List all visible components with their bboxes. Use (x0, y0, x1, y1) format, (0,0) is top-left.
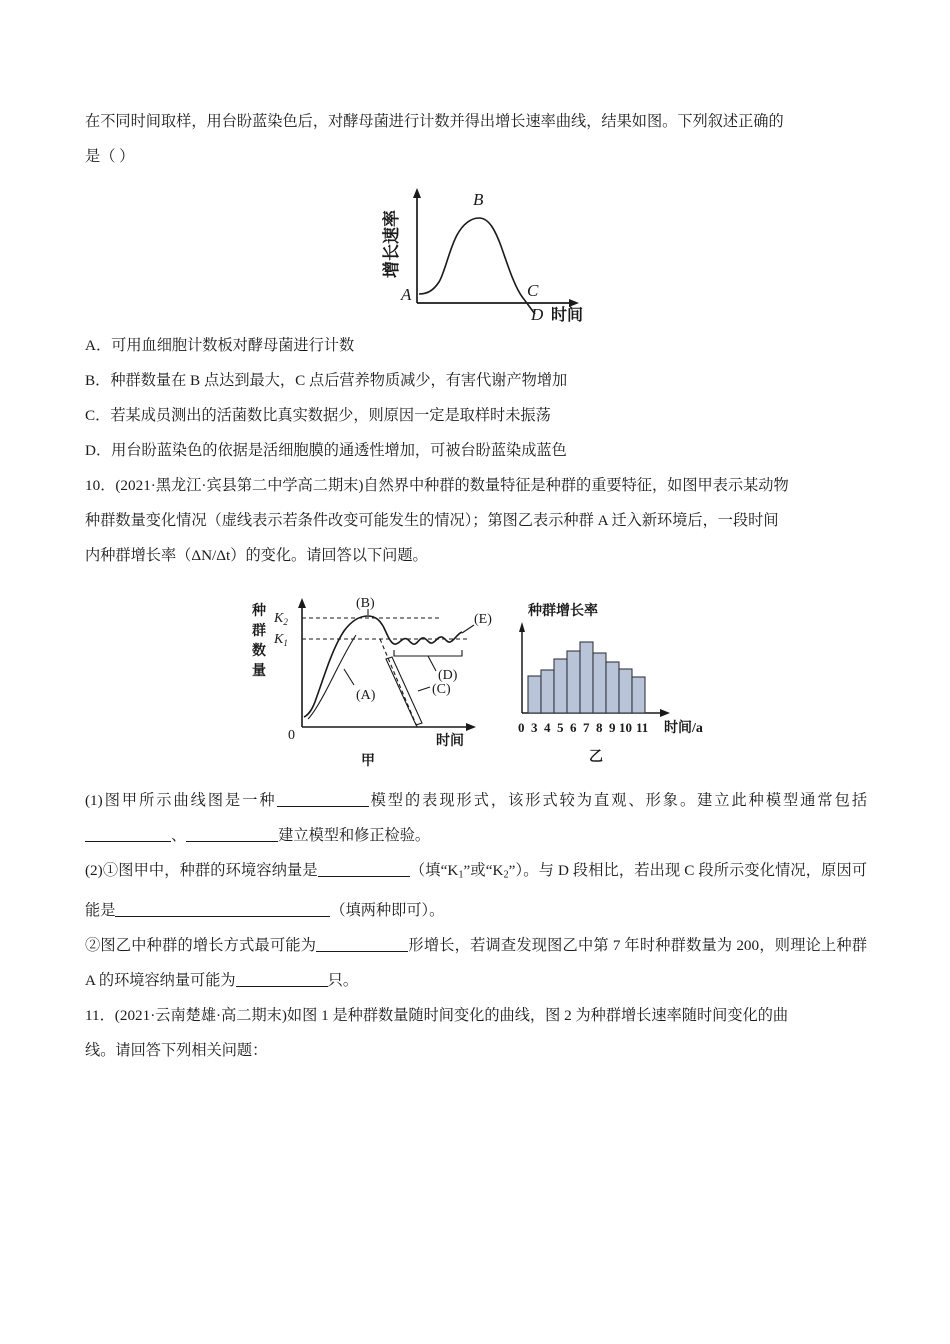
figure-growth-rate (85, 178, 867, 328)
yi-xtick-10: 10 (619, 720, 632, 735)
jia-label-e: (E) (474, 612, 492, 627)
yi-xtick-6: 6 (570, 720, 577, 735)
jia-leader-d (428, 656, 436, 671)
q10-sub3-blank-2[interactable] (236, 986, 328, 987)
jia-xlabel: 时间 (436, 734, 464, 749)
yi-bar-9 (632, 677, 645, 713)
q10-sub1-text-c: 括 (851, 792, 867, 809)
q10-sub3-blank-1[interactable] (316, 951, 408, 952)
q10-sub2-text-b: （填“K (409, 862, 459, 879)
q10-stem-line2: 种群数量变化情况（虚线表示若条件改变可能发生的情况）；第图乙表示种群 A 迁入新环境后，一段时间 (85, 512, 779, 529)
q10-sub1-blank-1[interactable] (277, 806, 369, 807)
yi-bar-3 (554, 659, 567, 713)
yi-xtick-11: 11 (636, 720, 649, 735)
figure-jia-svg (240, 587, 500, 772)
q10-sub2-text-b2: ”或“K (463, 862, 504, 879)
q10-sub1-text-d: 、 (171, 827, 187, 844)
growth-rate-label-C: C (527, 281, 539, 300)
jia-label-d: (D) (438, 668, 458, 683)
q9-option-a: A．可用血细胞计数板对酵母菌进行计数 (85, 337, 355, 354)
q10-sub1 (85, 783, 867, 853)
jia-caption: 甲 (361, 754, 375, 769)
q10-sub2-text-a: (2)①图甲中，种群的环境容纳量是 (85, 862, 318, 879)
yi-xtick-5: 5 (557, 720, 564, 735)
yi-x-arrow (660, 709, 670, 717)
jia-curve-c-dashed (380, 639, 418, 729)
yi-xlabel: 时间/a (664, 721, 703, 736)
q10-sub1-blank-2[interactable] (85, 841, 171, 842)
q10-sub2-text-b3: ”）。与 D 段相比，若出现 C 段所示变 (508, 862, 760, 879)
yi-xtick-9: 9 (609, 720, 616, 735)
yi-xtick-0: 0 (518, 720, 525, 735)
jia-leader-c (418, 687, 430, 691)
page-content (85, 104, 867, 1068)
jia-leader-e (462, 625, 474, 633)
q10-sub3-text-c: 理论上种群 A 的环境容纳量可能为 (85, 936, 868, 989)
jia-label-c: (C) (432, 682, 451, 697)
figure-growth-rate-canvas (375, 178, 615, 328)
yi-bar-1 (528, 676, 541, 713)
yi-bar-4 (567, 651, 580, 713)
jia-label-a: (A) (356, 688, 376, 703)
yi-bar-7 (606, 662, 619, 713)
q10-sub1-blank-3[interactable] (186, 841, 278, 842)
q10-sub2-k1-subscript: 1 (458, 869, 464, 881)
yi-xtick-4: 4 (544, 720, 551, 735)
jia-ylabel-char1: 种 (252, 604, 266, 619)
jia-x-arrow (466, 723, 476, 731)
q9-stem-line1: 在不同时间取样，用台盼蓝染色后，对酵母菌进行计数并得出增长速率曲线，结果如图。下列叙述正确的 (85, 113, 784, 130)
q10-sub3-text-a: ②图乙中种群的增长方式最可能为 (85, 936, 317, 954)
q9-option-c: C．若某成员测出的活菌数比真实数据少，则原因一定是取样时未振荡 (85, 407, 551, 424)
growth-rate-x-arrow (569, 299, 579, 307)
growth-rate-xlabel: 时间 (551, 307, 584, 323)
q10-sub3-text-b: 形增长，若调查发现图乙中第 7 年时种群数量为 200，则 (408, 936, 791, 954)
jia-ylabel-char3: 数 (252, 644, 266, 659)
q10-sub3 (85, 928, 867, 998)
jia-bracket-d (394, 650, 462, 656)
growth-rate-y-arrow (413, 188, 421, 198)
q10-sub2-text-d: （填两种即可）。 (330, 901, 445, 919)
growth-rate-svg (375, 178, 615, 323)
yi-bar-2 (541, 670, 554, 713)
jia-ylabel-char4: 量 (252, 664, 266, 679)
q9-option-b: B．种群数量在 B 点达到最大，C 点后营养物质减少，有害代谢产物增加 (85, 372, 568, 389)
jia-y-arrow (298, 598, 306, 608)
yi-xtick-7: 7 (583, 720, 590, 735)
yi-xtick-8: 8 (596, 720, 603, 735)
jia-leader-a (344, 669, 354, 685)
q10-sub2 (85, 853, 867, 928)
yi-xtick-3: 3 (531, 720, 538, 735)
growth-rate-label-D: D (531, 305, 544, 323)
growth-rate-label-A: A (401, 285, 412, 304)
figure-population-pair (85, 587, 867, 777)
q10-sub1-text-e: 建立模型和修正检验。 (278, 827, 431, 844)
q11-stem-line2: 线。请回答下列相关问题： (85, 1041, 268, 1059)
yi-bar-5 (580, 642, 593, 713)
jia-population-curve (304, 616, 462, 717)
yi-bar-6 (593, 653, 606, 713)
jia-ylabel-char2: 群 (252, 624, 266, 639)
growth-rate-ylabel: 增长速率 (382, 210, 401, 278)
growth-rate-curve (419, 218, 535, 314)
q10-sub2-blank-2[interactable] (115, 916, 330, 917)
q10-sub1-text-b: 模型的表现形式，该形式较为直观、形象。建立此种模型通常包 (368, 792, 852, 809)
q10-sub2-blank-1[interactable] (318, 876, 410, 877)
yi-y-arrow (519, 622, 525, 632)
jia-k2-label: $K_2$ (274, 611, 288, 627)
jia-k1-label: $K_1$ (274, 632, 288, 648)
yi-ylabel: 种群增长率 (528, 604, 598, 619)
q10-stem-line3: 内种群增长率（ΔN/Δt）的变化。请回答以下问题。 (85, 547, 428, 564)
q9-stem-line2: 是（ ） (85, 148, 135, 165)
q10-sub3-text-d: 只。 (327, 971, 358, 989)
growth-rate-label-B: B (473, 190, 484, 209)
figure-jia (240, 587, 500, 777)
q10-sub1-text-a: (1)图甲所示曲线图是一种 (85, 792, 277, 809)
yi-caption: 乙 (589, 750, 603, 765)
yi-bar-8 (619, 669, 632, 713)
q10-stem-line1: 10．(2021·黑龙江·宾县第二中学高二期末)自然界中种群的数量特征是种群的重要特征，如图甲表示某动物 (85, 477, 789, 494)
q10-sub2-text-c: 化情况，原因可能是 (85, 862, 868, 919)
q10-sub2-k2-subscript: 2 (503, 869, 509, 881)
q9-option-d: D．用台盼蓝染色的依据是活细胞膜的通透性增加，可被台盼蓝染成蓝色 (85, 442, 567, 459)
figure-yi-svg (500, 593, 750, 773)
jia-origin-label: 0 (288, 728, 295, 743)
figure-yi (500, 593, 750, 778)
q11-stem-line1: 11．(2021·云南楚雄·高二期末)如图 1 是种群数量随时间变化的曲线，图 2 为种群增长速率随时间变化的曲 (85, 1006, 789, 1024)
jia-label-b: (B) (356, 596, 375, 611)
